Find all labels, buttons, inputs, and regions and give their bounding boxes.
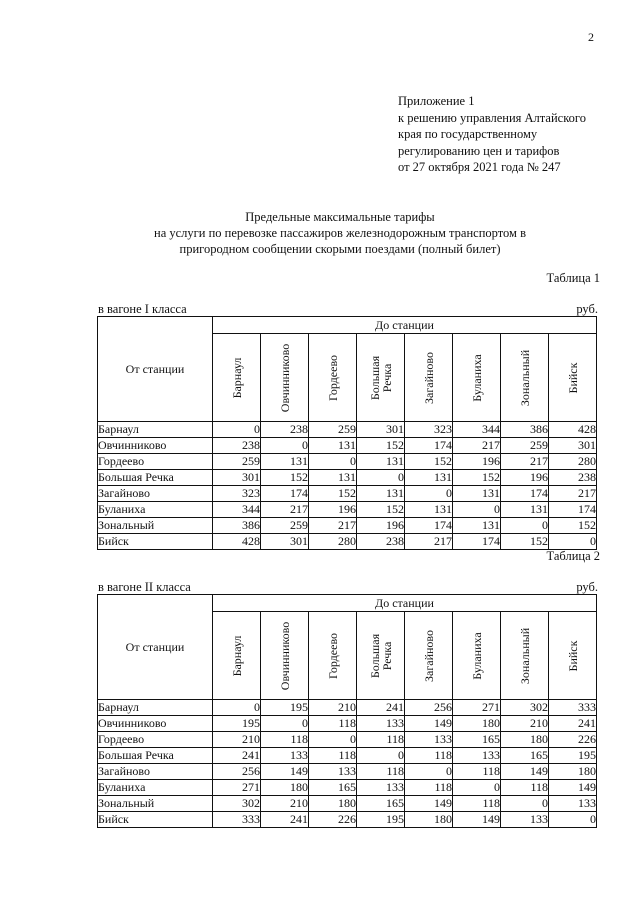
tariff-cell: 180 <box>261 780 309 796</box>
tariff-cell: 241 <box>549 716 597 732</box>
tariff-cell: 217 <box>405 534 453 550</box>
tariff-cell: 149 <box>453 812 501 828</box>
tariff-cell: 149 <box>405 796 453 812</box>
table-row <box>98 486 597 502</box>
table-row <box>98 764 597 780</box>
tariff-cell: 241 <box>261 812 309 828</box>
tariff-cell: 133 <box>453 748 501 764</box>
row-station-name: Гордеево <box>98 454 213 470</box>
tariff-cell: 0 <box>213 422 261 438</box>
tariff-cell: 210 <box>261 796 309 812</box>
tariff-cell: 118 <box>309 716 357 732</box>
column-header <box>357 334 405 422</box>
tariff-cell: 180 <box>309 796 357 812</box>
tariff-cell: 302 <box>501 700 549 716</box>
column-header-label <box>471 354 483 401</box>
tariff-cell: 333 <box>549 700 597 716</box>
row-station-name: Загайново <box>98 486 213 502</box>
row-station-name: Зональный <box>98 796 213 812</box>
column-header-label <box>231 357 243 398</box>
row-station-name: Загайново <box>98 764 213 780</box>
tariff-cell: 256 <box>405 700 453 716</box>
tariff-cell: 118 <box>453 796 501 812</box>
tariff-cell: 174 <box>549 502 597 518</box>
tariff-cell: 259 <box>261 518 309 534</box>
tariff-cell: 386 <box>501 422 549 438</box>
column-header <box>453 612 501 700</box>
column-header <box>405 612 453 700</box>
tariff-cell: 271 <box>213 780 261 796</box>
tariff-cell: 131 <box>453 486 501 502</box>
table-row <box>98 796 597 812</box>
tariff-cell: 149 <box>501 764 549 780</box>
column-header <box>357 612 405 700</box>
tariff-cell: 238 <box>357 534 405 550</box>
column-header-label <box>471 632 483 679</box>
column-header-line: Гордеево <box>325 354 340 401</box>
column-header-label <box>567 362 579 393</box>
tariff-cell: 152 <box>453 470 501 486</box>
tariff-cell: 131 <box>501 502 549 518</box>
tariff-cell: 165 <box>453 732 501 748</box>
tariff-cell: 210 <box>213 732 261 748</box>
tariff-cell: 174 <box>501 486 549 502</box>
page-number: 2 <box>588 30 594 44</box>
tariff-cell: 180 <box>453 716 501 732</box>
row-station-name: Буланиха <box>98 502 213 518</box>
column-header-line: Речка <box>379 641 394 670</box>
tariff-cell: 210 <box>501 716 549 732</box>
tariff-cell: 196 <box>501 470 549 486</box>
tariff-cell: 196 <box>453 454 501 470</box>
tariff-cell: 0 <box>549 534 597 550</box>
tariff-cell: 131 <box>309 438 357 454</box>
column-header <box>309 612 357 700</box>
tariff-cell: 165 <box>309 780 357 796</box>
tariff-cell: 259 <box>501 438 549 454</box>
tariff-cell: 152 <box>549 518 597 534</box>
row-station-name: Бийск <box>98 534 213 550</box>
tariff-cell: 428 <box>549 422 597 438</box>
tariff-cell: 344 <box>213 502 261 518</box>
column-header <box>261 334 309 422</box>
column-header-line: Бийск <box>565 362 580 393</box>
column-header <box>309 334 357 422</box>
column-header-line: Зональный <box>517 627 532 684</box>
table-row <box>98 780 597 796</box>
appendix-block <box>398 93 586 176</box>
column-header-label <box>279 343 291 411</box>
title-line: Предельные максимальные тарифы <box>245 210 435 224</box>
row-station-name: Барнаул <box>98 422 213 438</box>
row-station-name: Большая Речка <box>98 470 213 486</box>
table-row <box>98 700 597 716</box>
title-line: пригородном сообщении скорыми поездами (полный билет) <box>179 242 501 256</box>
to-station-header: До станции <box>213 317 597 334</box>
table-row <box>98 470 597 486</box>
tariff-cell: 133 <box>549 796 597 812</box>
tariff-cell: 195 <box>549 748 597 764</box>
column-header-label <box>519 349 531 405</box>
tariff-cell: 0 <box>357 748 405 764</box>
tariff-cell: 0 <box>261 438 309 454</box>
tariff-cell: 196 <box>357 518 405 534</box>
tariff-cell: 118 <box>261 732 309 748</box>
tariff-cell: 259 <box>213 454 261 470</box>
tariff-cell: 196 <box>309 502 357 518</box>
table-row <box>98 716 597 732</box>
tariff-cell: 133 <box>501 812 549 828</box>
table-row <box>98 518 597 534</box>
tariff-table-2 <box>97 594 597 828</box>
column-header-label <box>369 633 393 677</box>
tariff-cell: 238 <box>549 470 597 486</box>
tariff-cell: 131 <box>453 518 501 534</box>
tariff-cell: 217 <box>309 518 357 534</box>
tariff-cell: 118 <box>357 764 405 780</box>
row-station-name: Овчинниково <box>98 716 213 732</box>
table-row <box>98 422 597 438</box>
tariff-cell: 133 <box>405 732 453 748</box>
tariff-cell: 180 <box>405 812 453 828</box>
tariff-cell: 344 <box>453 422 501 438</box>
tariff-cell: 118 <box>405 748 453 764</box>
tariff-cell: 217 <box>453 438 501 454</box>
tariff-cell: 118 <box>453 764 501 780</box>
column-header-label <box>327 354 339 400</box>
tariff-table-1 <box>97 316 597 550</box>
tariff-cell: 133 <box>261 748 309 764</box>
table-row <box>98 502 597 518</box>
tariff-cell: 0 <box>453 780 501 796</box>
column-header-label <box>519 627 531 683</box>
tariff-cell: 174 <box>405 518 453 534</box>
tariff-cell: 174 <box>405 438 453 454</box>
column-header-line: Загайново <box>421 629 436 682</box>
column-header-label <box>369 355 393 399</box>
tariff-cell: 217 <box>501 454 549 470</box>
column-header-line: Загайново <box>421 351 436 404</box>
column-header-line: Барнаул <box>229 357 244 398</box>
tariff-cell: 152 <box>405 454 453 470</box>
column-header-line: Большая <box>367 355 382 400</box>
tariff-cell: 280 <box>309 534 357 550</box>
tariff-cell: 0 <box>309 732 357 748</box>
row-station-name: Овчинниково <box>98 438 213 454</box>
table-row <box>98 534 597 550</box>
tariff-cell: 210 <box>309 700 357 716</box>
table-row <box>98 438 597 454</box>
row-station-name: Бийск <box>98 812 213 828</box>
to-station-header: До станции <box>213 595 597 612</box>
table-row <box>98 812 597 828</box>
tariff-cell: 301 <box>549 438 597 454</box>
tariff-cell: 133 <box>309 764 357 780</box>
tariff-cell: 0 <box>405 764 453 780</box>
tariff-cell: 0 <box>357 470 405 486</box>
tariff-cell: 118 <box>405 780 453 796</box>
column-header <box>501 612 549 700</box>
tariff-cell: 195 <box>213 716 261 732</box>
tariff-cell: 165 <box>501 748 549 764</box>
column-header <box>213 612 261 700</box>
tariff-cell: 238 <box>261 422 309 438</box>
tariff-cell: 149 <box>405 716 453 732</box>
column-header-line: Бийск <box>565 640 580 671</box>
table-row <box>98 748 597 764</box>
tariff-cell: 238 <box>213 438 261 454</box>
tariff-cell: 152 <box>357 502 405 518</box>
tariff-cell: 165 <box>357 796 405 812</box>
table-1-unit: руб. <box>576 302 598 316</box>
tariff-cell: 180 <box>501 732 549 748</box>
column-header-label <box>567 640 579 671</box>
tariff-cell: 0 <box>405 486 453 502</box>
tariff-cell: 0 <box>309 454 357 470</box>
tariff-cell: 217 <box>261 502 309 518</box>
table-2-caption: Таблица 2 <box>546 549 600 563</box>
column-header-line: Большая <box>367 633 382 678</box>
tariff-cell: 131 <box>357 486 405 502</box>
from-station-header: От станции <box>98 595 213 700</box>
tariff-cell: 118 <box>357 732 405 748</box>
tariff-cell: 118 <box>501 780 549 796</box>
column-header-label <box>279 621 291 689</box>
tariff-cell: 386 <box>213 518 261 534</box>
tariff-cell: 152 <box>261 470 309 486</box>
column-header <box>405 334 453 422</box>
column-header <box>453 334 501 422</box>
tariff-cell: 131 <box>309 470 357 486</box>
tariff-cell: 280 <box>549 454 597 470</box>
column-header-line: Гордеево <box>325 632 340 679</box>
row-station-name: Барнаул <box>98 700 213 716</box>
tariff-cell: 323 <box>405 422 453 438</box>
column-header-label <box>423 629 435 681</box>
tariff-cell: 133 <box>357 780 405 796</box>
table-2-unit: руб. <box>576 580 598 594</box>
tariff-cell: 133 <box>357 716 405 732</box>
tariff-cell: 131 <box>357 454 405 470</box>
table-row <box>98 732 597 748</box>
column-header-line: Речка <box>379 363 394 392</box>
column-header-line: Буланиха <box>469 353 484 402</box>
row-station-name: Большая Речка <box>98 748 213 764</box>
tariff-cell: 241 <box>213 748 261 764</box>
tariff-cell: 323 <box>213 486 261 502</box>
tariff-cell: 195 <box>261 700 309 716</box>
appendix-line: края по государственному <box>398 127 538 141</box>
tariff-cell: 0 <box>549 812 597 828</box>
tariff-cell: 152 <box>501 534 549 550</box>
column-header-line: Зональный <box>517 349 532 406</box>
column-header-line: Барнаул <box>229 635 244 676</box>
row-station-name: Гордеево <box>98 732 213 748</box>
column-header <box>549 334 597 422</box>
tariff-cell: 256 <box>213 764 261 780</box>
tariff-cell: 241 <box>357 700 405 716</box>
tariff-cell: 0 <box>213 700 261 716</box>
tariff-cell: 0 <box>501 518 549 534</box>
tariff-cell: 131 <box>261 454 309 470</box>
tariff-cell: 301 <box>261 534 309 550</box>
appendix-line: регулированию цен и тарифов <box>398 143 560 158</box>
title-line: на услуги по перевозке пассажиров железнодорожным транспортом в <box>154 226 526 240</box>
tariff-cell: 333 <box>213 812 261 828</box>
tariff-cell: 149 <box>549 780 597 796</box>
tariff-cell: 217 <box>549 486 597 502</box>
tariff-cell: 174 <box>261 486 309 502</box>
tariff-cell: 226 <box>549 732 597 748</box>
tariff-cell: 152 <box>309 486 357 502</box>
tariff-cell: 301 <box>357 422 405 438</box>
table-1-caption: Таблица 1 <box>546 271 600 285</box>
tariff-cell: 174 <box>453 534 501 550</box>
tariff-cell: 152 <box>357 438 405 454</box>
appendix-line: от 27 октября 2021 года № 247 <box>398 160 561 174</box>
tariff-cell: 302 <box>213 796 261 812</box>
tariff-cell: 195 <box>357 812 405 828</box>
column-header-line: Буланиха <box>469 631 484 680</box>
appendix-line: Приложение 1 <box>398 94 475 108</box>
column-header-line: Овчинниково <box>277 343 292 412</box>
tariff-cell: 118 <box>309 748 357 764</box>
table-2-class-label: в вагоне II класса <box>98 580 191 594</box>
column-header-line: Овчинниково <box>277 621 292 690</box>
column-header <box>549 612 597 700</box>
table-row <box>98 454 597 470</box>
row-station-name: Зональный <box>98 518 213 534</box>
tariff-cell: 131 <box>405 470 453 486</box>
tariff-cell: 271 <box>453 700 501 716</box>
column-header-label <box>327 632 339 678</box>
column-header <box>261 612 309 700</box>
column-header <box>501 334 549 422</box>
column-header-label <box>423 351 435 403</box>
tariff-cell: 131 <box>405 502 453 518</box>
tariff-cell: 0 <box>501 796 549 812</box>
tariff-cell: 149 <box>261 764 309 780</box>
row-station-name: Буланиха <box>98 780 213 796</box>
tariff-cell: 0 <box>453 502 501 518</box>
tariff-cell: 180 <box>549 764 597 780</box>
table-1-class-label: в вагоне I класса <box>98 302 187 316</box>
tariff-cell: 259 <box>309 422 357 438</box>
appendix-line: к решению управления Алтайского <box>398 110 586 125</box>
tariff-cell: 0 <box>261 716 309 732</box>
tariff-cell: 301 <box>213 470 261 486</box>
document-title <box>60 209 620 257</box>
from-station-header: От станции <box>98 317 213 422</box>
column-header <box>213 334 261 422</box>
tariff-cell: 226 <box>309 812 357 828</box>
column-header-label <box>231 635 243 676</box>
tariff-cell: 428 <box>213 534 261 550</box>
